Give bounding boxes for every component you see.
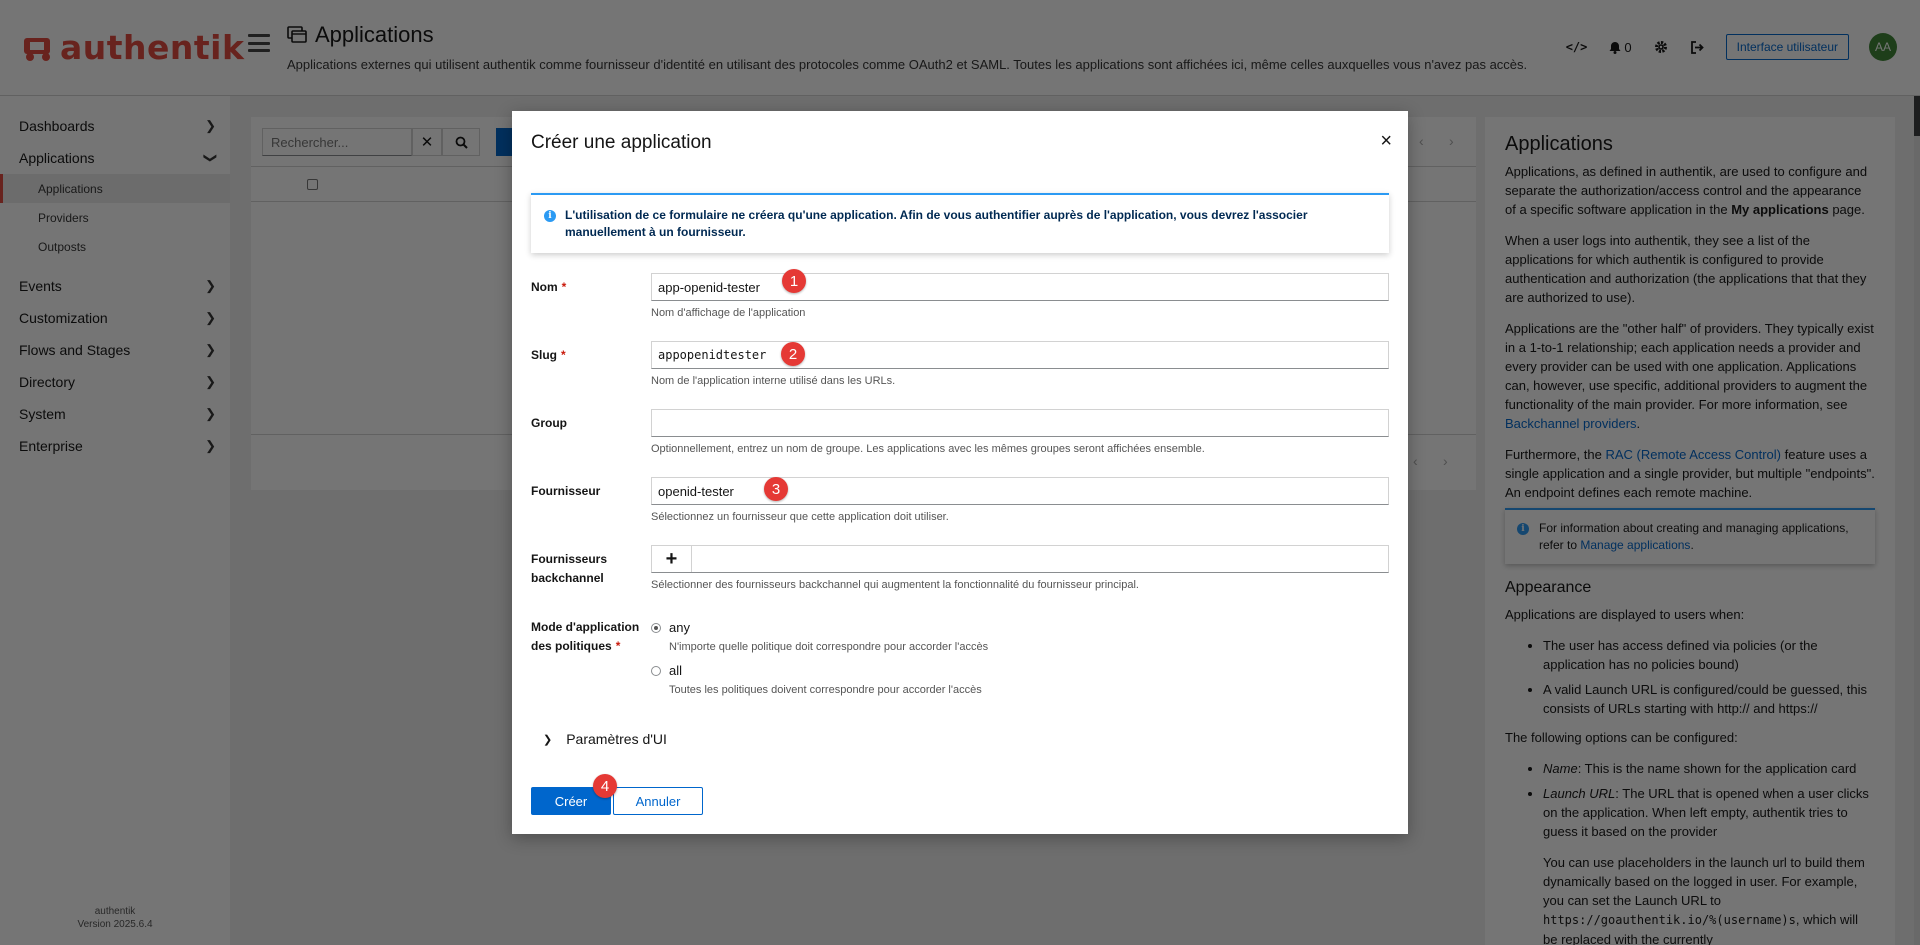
policy-all-help: Toutes les politiques doivent correspondre pour accorder l'accès xyxy=(669,684,982,696)
policy-mode-label: Mode d'application des politiques * xyxy=(531,620,640,653)
name-label: Nom * xyxy=(531,280,567,294)
chevron-right-icon: ❯ xyxy=(543,733,553,746)
policy-all-label[interactable]: all xyxy=(669,663,683,678)
group-help: Optionnellement, entrez un nom de groupe. Les applications avec les mêmes groupes seront affichées ensemble. xyxy=(651,443,1205,455)
step-badge: 3 xyxy=(764,477,788,501)
provider-select[interactable]: openid-tester xyxy=(651,477,1389,505)
step-badge: 1 xyxy=(782,269,806,293)
slug-input[interactable]: appopenidtester xyxy=(651,341,1389,369)
group-input[interactable] xyxy=(651,409,1389,437)
create-button[interactable]: Créer xyxy=(531,787,611,815)
group-label: Group xyxy=(531,416,567,430)
step-badge: 4 xyxy=(593,774,617,798)
backchannel-help: Sélectionner des fournisseurs backchannel qui augmentent la fonctionnalité du fournisseur principal. xyxy=(651,579,1139,591)
cancel-button[interactable]: Annuler xyxy=(613,787,703,815)
provider-help: Sélectionnez un fournisseur que cette application doit utiliser. xyxy=(651,511,949,523)
provider-label: Fournisseur xyxy=(531,484,601,498)
slug-label: Slug * xyxy=(531,348,566,362)
info-alert xyxy=(531,193,1389,253)
create-application-modal xyxy=(512,111,1408,834)
modal-title: Créer une application xyxy=(531,132,712,153)
slug-help: Nom de l'application interne utilisé dans les URLs. xyxy=(651,375,896,387)
step-badge: 2 xyxy=(781,342,805,366)
backchannel-providers-field xyxy=(651,545,1389,573)
ui-settings-toggle[interactable] xyxy=(543,731,667,747)
policy-any-radio[interactable] xyxy=(651,623,661,633)
close-icon[interactable]: × xyxy=(1380,130,1392,152)
ui-settings-label: Paramètres d'UI xyxy=(566,731,667,747)
policy-any-label[interactable]: any xyxy=(669,620,690,635)
alert-text: L'utilisation de ce formulaire ne créera qu'une application. Afin de vous authentifier auprès de l'application, vous devrez l'associer manuellement à un fournisseur. xyxy=(565,208,1308,239)
add-backchannel-button[interactable]: + xyxy=(652,546,692,572)
policy-any-help: N'importe quelle politique doit correspondre pour accorder l'accès xyxy=(669,641,989,653)
backchannel-label: Fournisseurs backchannel xyxy=(531,552,608,585)
policy-all-radio[interactable] xyxy=(651,666,661,676)
name-input[interactable]: app-openid-tester xyxy=(651,273,1389,301)
info-icon: i xyxy=(544,210,556,222)
name-help: Nom d'affichage de l'application xyxy=(651,307,806,319)
